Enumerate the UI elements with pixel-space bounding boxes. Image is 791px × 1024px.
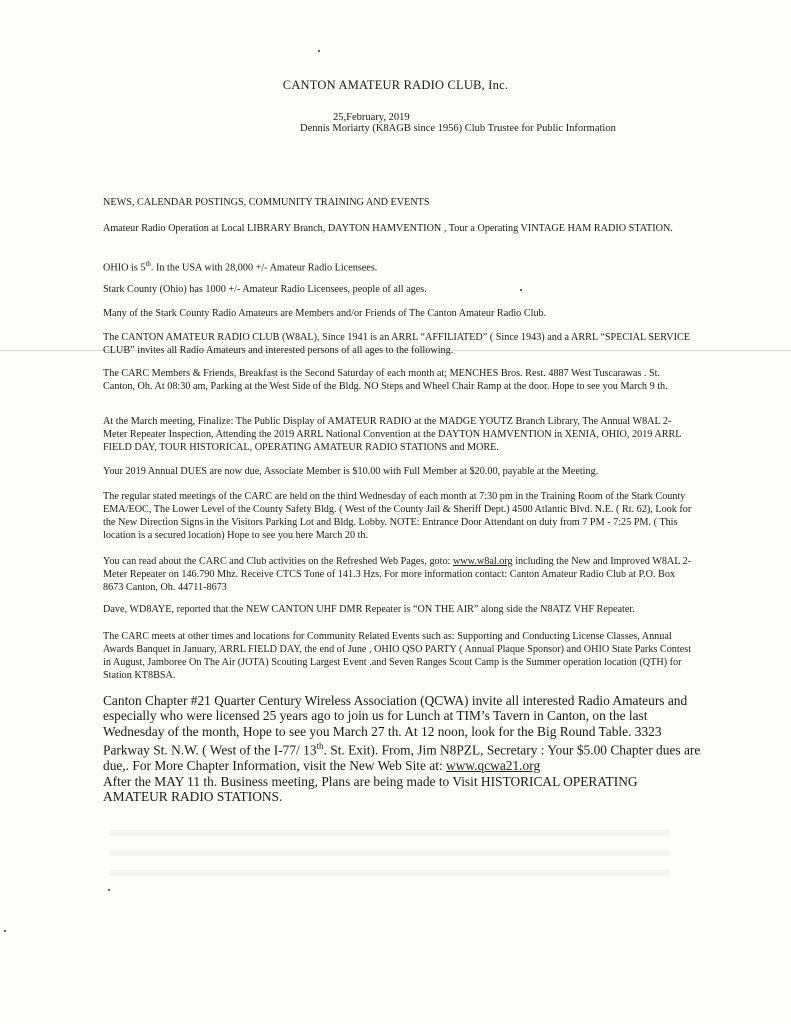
bleed-through-line	[110, 870, 670, 876]
scan-speck	[318, 50, 320, 52]
ohio-rank-rest: . In the USA with 28,000 +/- Amateur Radio Licensees.	[150, 262, 378, 274]
qcwa-text-part1: Canton Chapter #21 Quarter Century Wireless Association (QCWA) invite all interested Radio Amateurs and especially who were licensed 25 years ago to join us for Lunch at TIM’s Tavern in Canton, on the last Wednesday of the month, Hope to see you March 27 th. At 12 noon, look for the Big Round Table. 3323 Parkway St. N.W. ( West of the I-77/ 13	[103, 693, 688, 758]
paragraph-dmr-repeater: Dave, WD8AYE, reported that the NEW CANTON UHF DMR Repeater is “ON THE AIR” along side the N8ATZ VHF Repeater.	[103, 604, 635, 615]
ohio-rank-sup: th	[145, 260, 151, 268]
qcwa-announcement	[103, 693, 703, 804]
paragraph-community-events: The CARC meets at other times and locations for Community Related Events such as: Supporting and Conducting License Classes, Annual Awards Banquet in January, ARRL FIELD DAY, the end of June , OHIO QSO PARTY ( Annual Plaque Sponsor) and OHIO State Parks Contest in August, Jamboree On The Air (JOTA) Scouting Largest Event .and Seven Ranges Scout Camp is the Summer operation location (QTH) for Station KT8BSA.	[103, 631, 692, 681]
scan-speck	[4, 930, 6, 932]
trustee-line: Dennis Moriarty (K8AGB since 1956) Club Trustee for Public Information	[300, 123, 616, 134]
paragraph-stark-county: Stark County (Ohio) has 1000 +/- Amateur Radio Licensees, people of all ages.	[103, 284, 427, 295]
section-heading: NEWS, CALENDAR POSTINGS, COMMUNITY TRAINING AND EVENTS	[103, 197, 430, 208]
qcwa-website-link[interactable]: www.qcwa21.org	[446, 758, 541, 774]
paragraph-dues: Your 2019 Annual DUES are now due, Associate Member is $10.00 with Full Member at $20.00, payable at the Meeting.	[103, 466, 599, 477]
paragraph-breakfast: The CARC Members & Friends, Breakfast is the Second Saturday of each month at; MENCHES Bros. Rest. 4887 West Tuscarawas . St. Canton, Oh. At 08:30 am, Parking at the West Side of the Bldg. NO Steps and Wheel Chair Ramp at the door. Hope to see you March 9 th.	[103, 368, 668, 392]
bleed-through-line	[110, 850, 670, 856]
qcwa-text-part3: After the MAY 11 th. Business meeting, Plans are being made to Visit HISTORICAL OPERATING AMATEUR RADIO STATIONS.	[103, 773, 638, 804]
bleed-through-line	[110, 830, 670, 836]
paragraph-meetings: The regular stated meetings of the CARC are held on the third Wednesday of each month at 7:30 pm in the Training Room of the Stark County EMA/EOC, The Lower Level of the County Safety Bldg. ( West of the County Jail & Sheriff Dept.) 4500 Atlantic Blvd. N.E. ( Rt. 62), Look for the New Direction Signs in the Visitors Parking Lot and Bldg. Lobby. NOTE: Entrance Door Attendant on duty from 7 PM - 7:25 PM. ( This location is a secured location) Hope to see you here March 20 th.	[103, 491, 692, 541]
paragraph-library: Amateur Radio Operation at Local LIBRARY Branch, DAYTON HAMVENTION , Tour a Operating VINTAGE HAM RADIO STATION.	[103, 223, 673, 234]
club-title: CANTON AMATEUR RADIO CLUB, Inc.	[282, 78, 509, 92]
paragraph-march-meeting: At the March meeting, Finalize: The Public Display of AMATEUR RADIO at the MADGE YOUTZ Branch Library, The Annual W8AL 2-Meter Repeater Inspection, Attending the 2019 ARRL National Convention at the DAYTON HAMVENTION in XENIA, OHIO, 2019 ARRL FIELD DAY, TOUR HISTORICAL, OPERATING AMATEUR RADIO STATIONS and MORE.	[103, 416, 682, 453]
web-pages-text: You can read about the CARC and Club activities on the Refreshed Web Pages, goto:	[103, 556, 453, 567]
web-pages-rest: including the New and Improved W8AL 2-Meter Repeater on 146.790 Mhz. Receive CTCS Tone of 141.3 Hzs. For more information contact: Canton Amateur Radio Club at P.O. Box 8673 Canton, Oh. 44711-8673	[103, 556, 692, 593]
qcwa-text-part2: . St. Exit). From, Jim N8PZL, Secretary : Your $5.00 Chapter dues are due,. For More Chapter Information, visit the New Web Site at:	[103, 742, 701, 774]
scan-speck	[108, 889, 110, 891]
ohio-rank-text: OHIO is 5	[103, 262, 146, 274]
paragraph-members: Many of the Stark County Radio Amateurs are Members and/or Friends of The Canton Amateur Radio Club.	[103, 308, 547, 319]
paragraph-web-pages	[103, 555, 693, 594]
w8al-website-link[interactable]: www.w8al.org	[452, 556, 513, 567]
qcwa-sup: th	[316, 741, 324, 752]
paragraph-club-affiliation: The CANTON AMATEUR RADIO CLUB (W8AL), Since 1941 is an ARRL “AFFILIATED” ( Since 1943) and a ARRL “SPECIAL SERVICE CLUB” invites all Radio Amateurs and interested persons of all ages to the following.	[103, 332, 690, 356]
paragraph-ohio-rank	[103, 258, 693, 274]
issue-date: 25,February, 2019	[333, 112, 410, 123]
